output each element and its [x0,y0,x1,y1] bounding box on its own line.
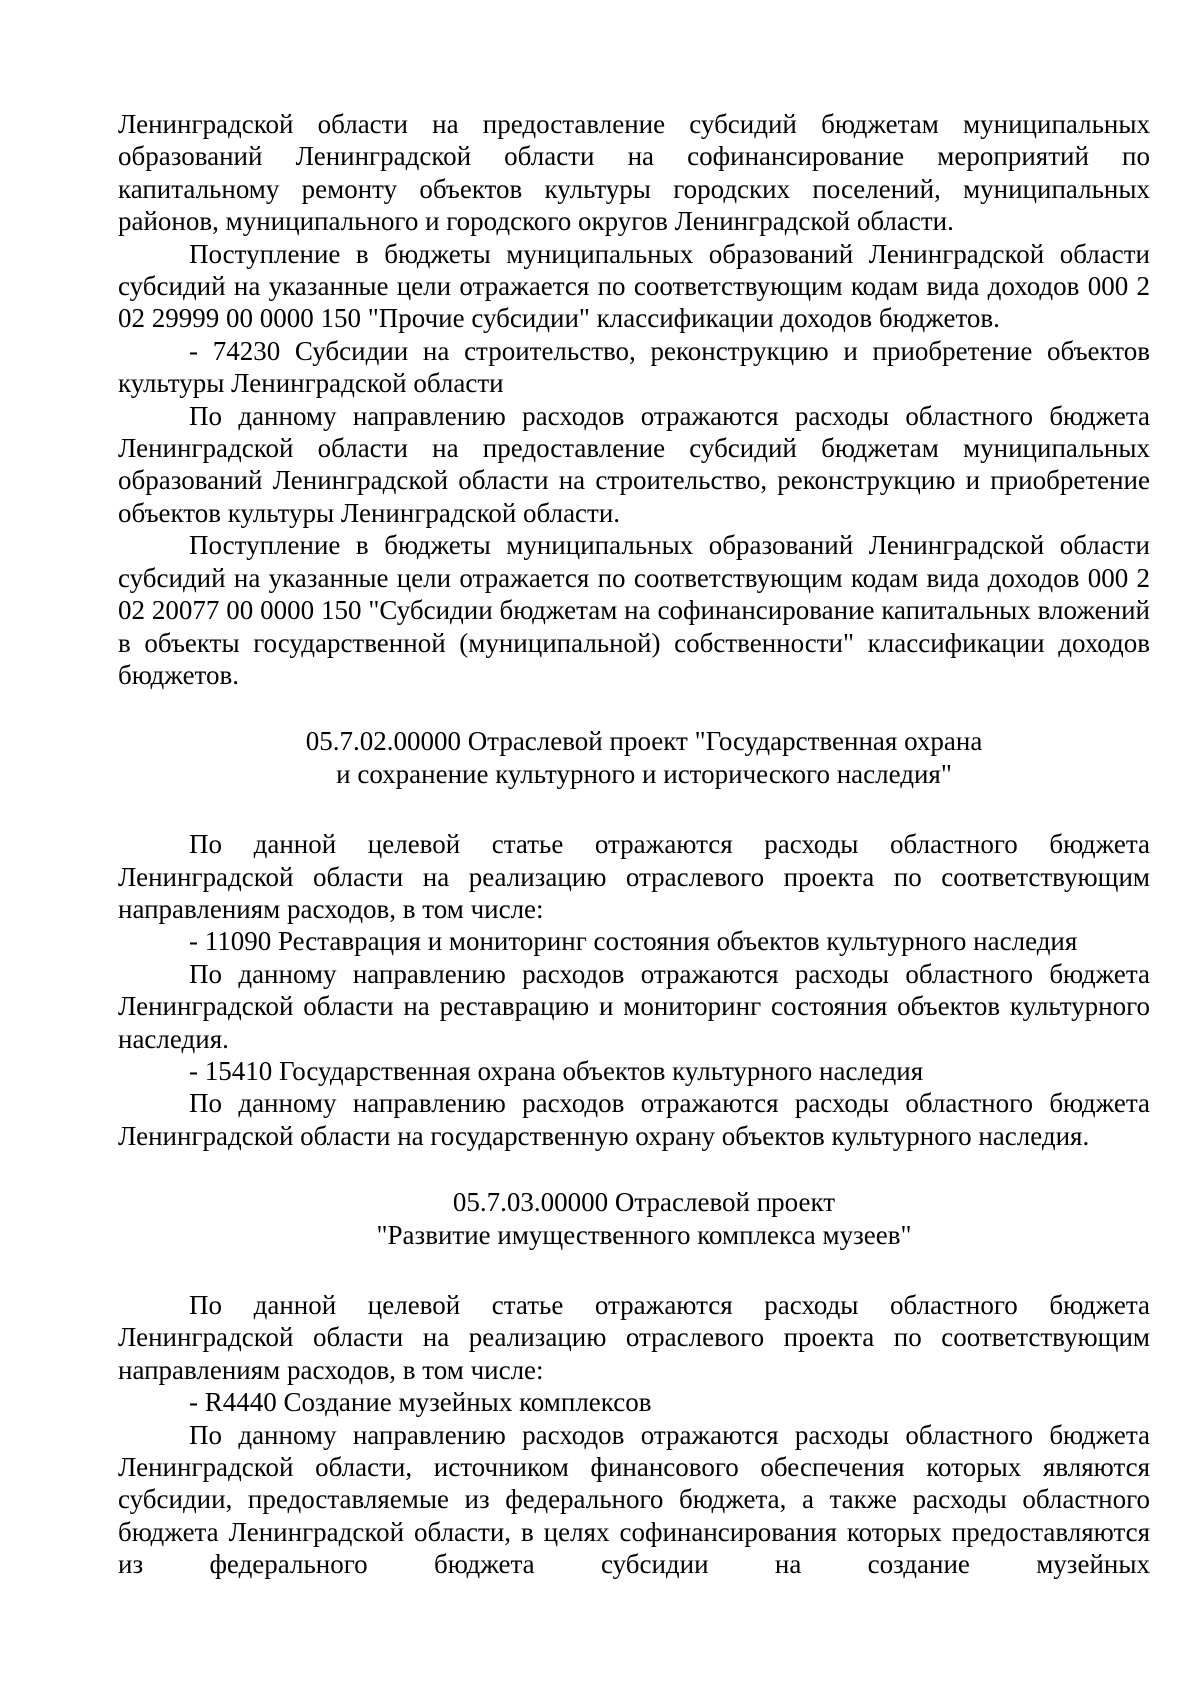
paragraph: По данному направлению расходов отражаются расходы областного бюджета Ленинградской области на реставрацию и мониторинг состояния объектов культурного наследия. [118,958,1150,1054]
document-page [118,108,1150,1581]
section-heading-05-7-02: 05.7.02.00000 Отраслевой проект "Государственная охрана и сохранение культурного и исторического наследия" [305,726,983,789]
paragraph: По данному направлению расходов отражаются расходы областного бюджета Ленинградской области на государственную охрану объектов культурного наследия. [118,1088,1150,1151]
paragraph: По данной целевой статье отражаются расходы областного бюджета Ленинградской области на реализацию отраслевого проекта по соответствующим направлениям расходов, в том числе: [118,829,1150,924]
paragraph: Поступление в бюджеты муниципальных образований Ленинградской области субсидий на указанные цели отражается по соответствующим кодам вида доходов 000 2 02 20077 00 0000 150 "Субсидии бюджетам на софинансирование капитальных вложений в объекты государственной (муниципальной) собственности" классификации доходов бюджетов. [118,530,1150,690]
paragraph: По данной целевой статье отражаются расходы областного бюджета Ленинградской области на реализацию отраслевого проекта по соответствующим направлениям расходов, в том числе: [118,1290,1150,1385]
section-heading-05-7-03: 05.7.03.00000 Отраслевой проект "Развитие имущественного комплекса музеев" [376,1187,912,1250]
paragraph: По данному направлению расходов отражаются расходы областного бюджета Ленинградской области на предоставление субсидий бюджетам муниципальных образований Ленинградской области на строительство, реконструкцию и приобретение объектов культуры Ленинградской области. [118,400,1150,528]
list-item-R4440: - R4440 Создание музейных комплексов [189,1387,652,1418]
list-item-74230: - 74230 Субсидии на строительство, реконструкцию и приобретение объектов культуры Ленинградской области [118,335,1150,399]
list-item-15410: - 15410 Государственная охрана объектов культурного наследия [189,1055,924,1086]
list-item-11090: - 11090 Реставрация и мониторинг состояния объектов культурного наследия [189,926,1078,957]
paragraph: Поступление в бюджеты муниципальных образований Ленинградской области субсидий на указанные цели отражается по соответствующим кодам вида доходов 000 2 02 29999 00 0000 150 "Прочие субсидии" классификации доходов бюджетов. [118,238,1150,334]
paragraph: Ленинградской области на предоставление субсидий бюджетам муниципальных образований Ленинградской области на софинансирование мероприятий по капитальному ремонту объектов культуры городских поселений, муниципальных районов, муниципального и городского округов Ленинградской области. [118,109,1150,237]
paragraph: По данному направлению расходов отражаются расходы областного бюджета Ленинградской области, источником финансового обеспечения которых являются субсидии, предоставляемые из федерального бюджета, а также расходы областного бюджета Ленинградской области, в целях софинансирования которых предоставляются из федерального бюджета субсидии на создание музейных [118,1419,1150,1580]
